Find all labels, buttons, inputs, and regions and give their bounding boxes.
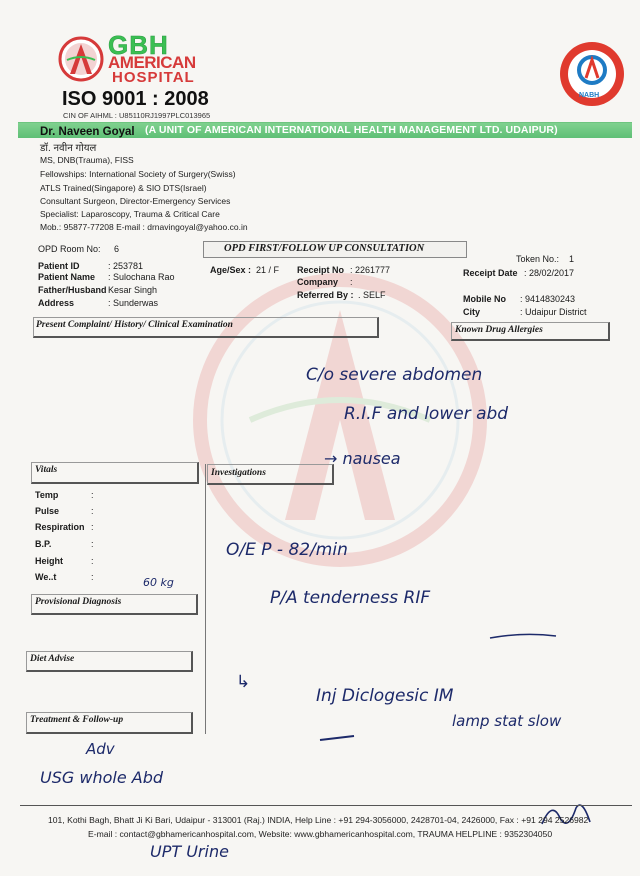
footer-contact: E-mail : contact@gbhamericanhospital.com, Website: www.gbhamericanhospital.com, TRAUMA HELPLINE : 9352304050	[88, 829, 553, 839]
logo-hospital: HOSPITAL	[112, 69, 195, 86]
vital-temp-value: :	[91, 490, 94, 500]
vital-bp-label: B.P.	[35, 539, 52, 549]
vital-pulse-value: :	[91, 506, 94, 516]
hospital-logo-icon	[58, 36, 104, 82]
handwritten-complaint-1: C/o severe abdomen	[306, 365, 483, 385]
father-value: Kesar Singh	[108, 285, 158, 295]
cin-number: CIN OF AIHML : U85110RJ1997PLC013965	[63, 111, 211, 120]
footer-divider	[20, 805, 632, 806]
allergies-section-title: Known Drug Allergies	[455, 325, 543, 335]
referred-by-label: Referred By :	[297, 290, 354, 300]
handwritten-complaint-2: R.I.F and lower abd	[344, 404, 509, 424]
footer-address: 101, Kothi Bagh, Bhatt Ji Ki Bari, Udaipur - 313001 (Raj.) INDIA, Help Line : +91 294-3056000, 2428701-04, 2426000, Fax : +91 294 2526982	[48, 815, 589, 825]
mobile-label: Mobile No	[463, 294, 506, 304]
address-label: Address	[38, 298, 75, 308]
handwritten-adv: Adv	[86, 740, 115, 758]
patient-name-value: : Sulochana Rao	[108, 272, 175, 282]
doctor-qualification: MS, DNB(Trauma), FISS	[40, 155, 134, 165]
token-value: 1	[569, 254, 575, 264]
receipt-date-value: : 28/02/2017	[524, 268, 575, 278]
vital-temp-label: Temp	[35, 490, 59, 500]
vital-respiration-value: :	[91, 522, 94, 532]
vital-height-label: Height	[35, 556, 63, 566]
vital-respiration-label: Respiration	[35, 522, 85, 532]
company-value: :	[350, 277, 353, 287]
handwritten-pa-note: P/A tenderness RIF	[270, 588, 431, 608]
handwritten-rx-arrow: ↳	[236, 672, 251, 692]
opd-room-label: OPD Room No:	[38, 244, 101, 254]
column-divider	[205, 464, 206, 734]
patient-name-label: Patient Name	[38, 272, 96, 282]
logo-american: AMERICAN	[108, 53, 196, 72]
banner-text: (A UNIT OF AMERICAN INTERNATIONAL HEALTH MANAGEMENT LTD. UDAIPUR)	[145, 124, 558, 136]
company-label: Company	[297, 277, 339, 287]
doctor-designation: Consultant Surgeon, Director-Emergency Services	[40, 196, 231, 206]
father-label: Father/Husband	[38, 285, 107, 295]
age-sex-label: Age/Sex :	[210, 265, 252, 275]
receipt-no-label: Receipt No	[297, 265, 345, 275]
vital-pulse-label: Pulse	[35, 506, 60, 516]
doctor-name: Dr. Naveen Goyal	[40, 126, 135, 138]
handwritten-upt: UPT Urine	[150, 842, 229, 861]
patient-id-label: Patient ID	[38, 261, 80, 271]
logo-gbh: GBH	[108, 30, 169, 60]
handwritten-underline	[488, 630, 558, 642]
city-value: : Udaipur District	[520, 307, 587, 317]
token-label: Token No.:	[516, 254, 560, 264]
doctor-specialty: Specialist: Laparoscopy, Trauma & Critical Care	[40, 209, 220, 219]
vital-bp-value: :	[91, 539, 94, 549]
form-title: OPD FIRST/FOLLOW UP CONSULTATION	[224, 243, 425, 254]
city-label: City	[463, 307, 481, 317]
complaint-section-title: Present Complaint/ History/ Clinical Examination	[36, 320, 233, 330]
vital-weight-value: :	[91, 572, 94, 582]
nabh-label: NABH	[579, 92, 600, 99]
doctor-fellowship: Fellowships: International Society of Surgery(Swiss)	[40, 169, 236, 179]
doctor-contact: Mob.: 95877-77208 E-mail : drnavingoyal@yahoo.co.in	[40, 222, 248, 232]
opd-room-value: 6	[114, 244, 120, 254]
provisional-section-title: Provisional Diagnosis	[35, 597, 122, 607]
vitals-section-title: Vitals	[35, 465, 58, 475]
vital-weight-label: We..t	[35, 572, 57, 582]
vital-height-value: :	[91, 556, 94, 566]
handwritten-pulse-note: O/E P - 82/min	[226, 540, 348, 560]
handwritten-complaint-3: → nausea	[324, 449, 401, 468]
handwritten-rx-2: lamp stat slow	[452, 712, 562, 730]
receipt-no-value: : 2261777	[350, 265, 391, 275]
address-value: : Sunderwas	[108, 298, 159, 308]
diet-section-title: Diet Advise	[30, 654, 75, 664]
handwritten-rx-1: Inj Diclogesic IM	[316, 686, 454, 706]
treatment-section-title: Treatment & Follow-up	[30, 715, 124, 725]
investigations-section-title: Investigations	[211, 468, 266, 478]
referred-by-value: . SELF	[358, 290, 386, 300]
doctor-name-hindi: डॉ. नवीन गोयल	[40, 143, 97, 154]
iso-certification: ISO 9001 : 2008	[62, 88, 209, 110]
receipt-date-label: Receipt Date	[463, 268, 518, 278]
handwritten-weight: 60 kg	[143, 576, 174, 589]
handwritten-usg: USG whole Abd	[40, 768, 163, 787]
doctor-training: ATLS Trained(Singapore) & SIO DTS(Israel)	[40, 183, 207, 193]
patient-id-value: : 253781	[108, 261, 144, 271]
handwritten-stroke	[318, 732, 358, 744]
mobile-value: : 9414830243	[520, 294, 576, 304]
age-sex-value: 21 / F	[256, 265, 280, 275]
